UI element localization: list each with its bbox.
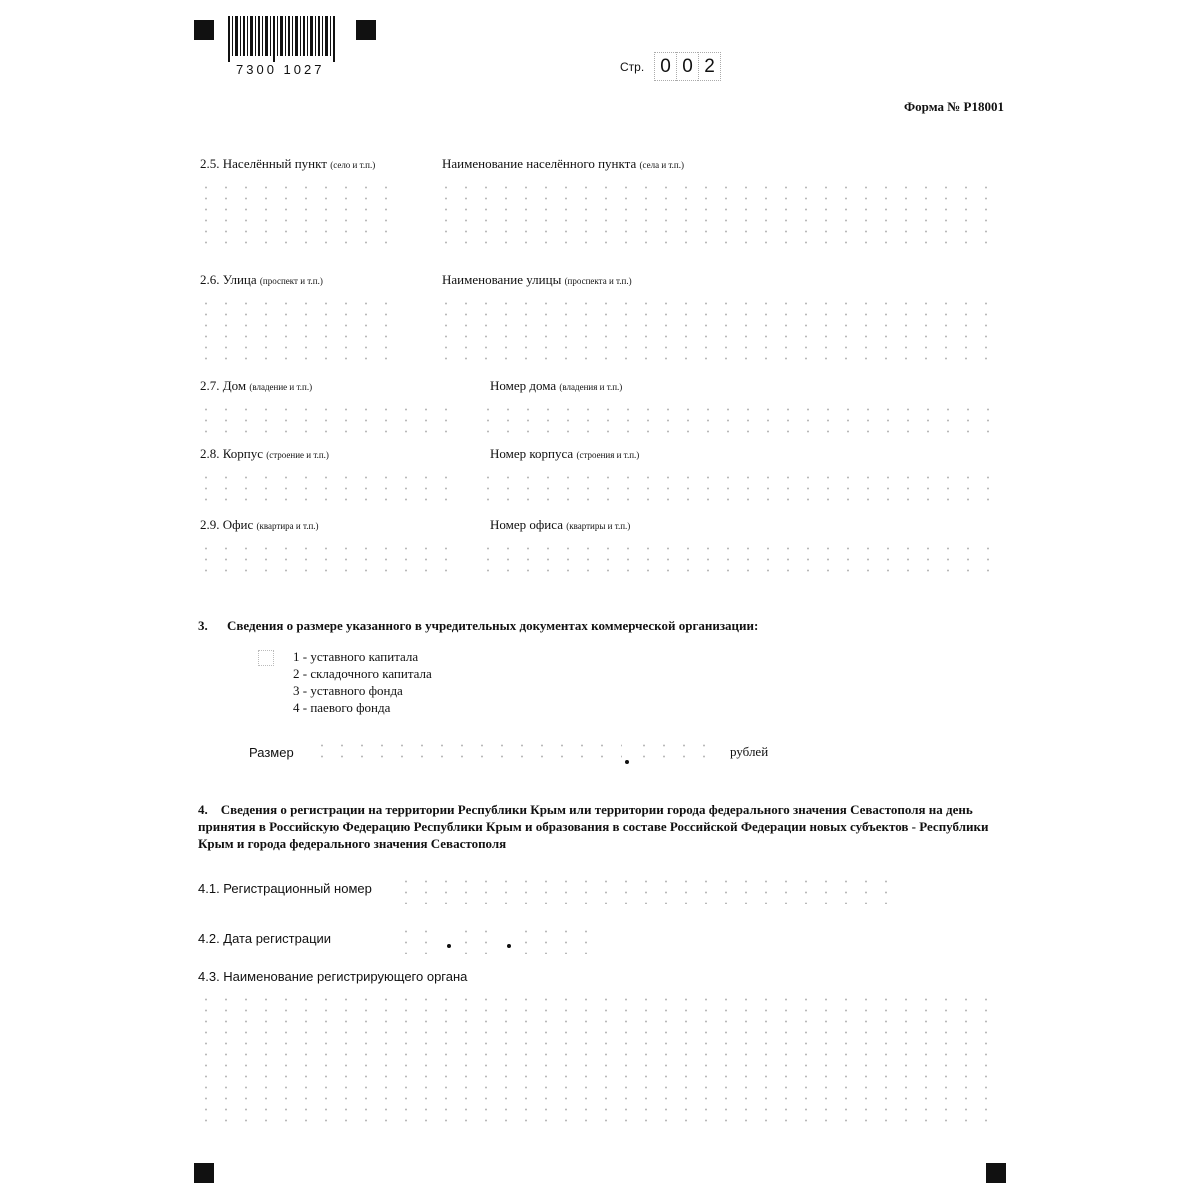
page-digit: 2 (698, 52, 721, 81)
date-separator (447, 944, 451, 948)
corner-marker-bottom-right (986, 1163, 1006, 1183)
page-digit: 0 (676, 52, 698, 81)
decimal-point (625, 760, 629, 764)
authority-name-field[interactable] (196, 994, 1002, 1126)
street-name-field[interactable] (436, 298, 1002, 364)
barcode-icon (228, 16, 338, 62)
section-4-heading: 4. Сведения о регистрации на территории Республики Крым или территории города федерального значения Севастополя на день принятия в Российскую Федерацию Республики Крым и образования в составе Российской Федерации новых субъектов - Республики Крым и города федерального значения Севастополя (198, 802, 989, 851)
section-3-title: Сведения о размере указанного в учредительных документах коммерческой организации: (227, 618, 759, 633)
reg-number-field[interactable] (396, 876, 902, 904)
size-label: Размер (249, 745, 294, 760)
capital-type-options (293, 648, 432, 716)
building-label: 2.8. Корпус (строение и т.п.) (200, 446, 329, 461)
page-label: Стр. (620, 60, 645, 74)
reg-date-year-field[interactable] (516, 926, 602, 954)
capital-option: 4 - паевого фонда (293, 700, 391, 715)
size-integer-field[interactable] (312, 740, 622, 766)
house-number-label: Номер дома (владения и т.п.) (490, 378, 623, 393)
currency-label: рублей (730, 744, 769, 759)
street-type-field[interactable] (196, 298, 398, 364)
authority-label: 4.3. Наименование регистрирующего органа (198, 969, 468, 984)
reg-date-day-field[interactable] (396, 926, 440, 954)
page-digit: 0 (654, 52, 676, 81)
form-number: Форма № Р18001 (904, 99, 1004, 114)
section-3-number: 3. (198, 618, 208, 633)
capital-option: 1 - уставного капитала (293, 649, 419, 664)
corner-marker-top-left (194, 20, 214, 40)
house-number-field[interactable] (478, 404, 1002, 434)
office-label: 2.9. Офис (квартира и т.п.) (200, 517, 319, 532)
capital-type-cell[interactable] (258, 650, 274, 666)
office-number-label: Номер офиса (квартиры и т.п.) (490, 517, 631, 532)
reg-date-month-field[interactable] (456, 926, 500, 954)
size-decimal-field[interactable] (634, 740, 720, 766)
page-number-cells (654, 52, 721, 81)
house-type-field[interactable] (196, 404, 458, 434)
building-number-field[interactable] (478, 472, 1002, 502)
corner-marker-top-right (356, 20, 376, 40)
corner-marker-bottom-left (194, 1163, 214, 1183)
house-label: 2.7. Дом (владение и т.п.) (200, 378, 313, 393)
locality-label: 2.5. Населённый пункт (село и т.п.) (200, 156, 376, 171)
reg-date-label: 4.2. Дата регистрации (198, 931, 332, 946)
locality-name-field[interactable] (436, 182, 1002, 248)
street-name-label: Наименование улицы (проспекта и т.п.) (442, 272, 632, 287)
reg-number-label: 4.1. Регистрационный номер (198, 881, 372, 896)
date-separator (507, 944, 511, 948)
capital-option: 2 - складочного капитала (293, 666, 432, 681)
locality-type-field[interactable] (196, 182, 398, 248)
locality-name-label: Наименование населённого пункта (села и т.п.) (442, 156, 684, 171)
building-type-field[interactable] (196, 472, 458, 502)
street-label: 2.6. Улица (проспект и т.п.) (200, 272, 323, 287)
building-number-label: Номер корпуса (строения и т.п.) (490, 446, 640, 461)
capital-option: 3 - уставного фонда (293, 683, 403, 698)
office-type-field[interactable] (196, 543, 458, 573)
barcode-number: 7300 1027 (236, 62, 325, 77)
office-number-field[interactable] (478, 543, 1002, 573)
